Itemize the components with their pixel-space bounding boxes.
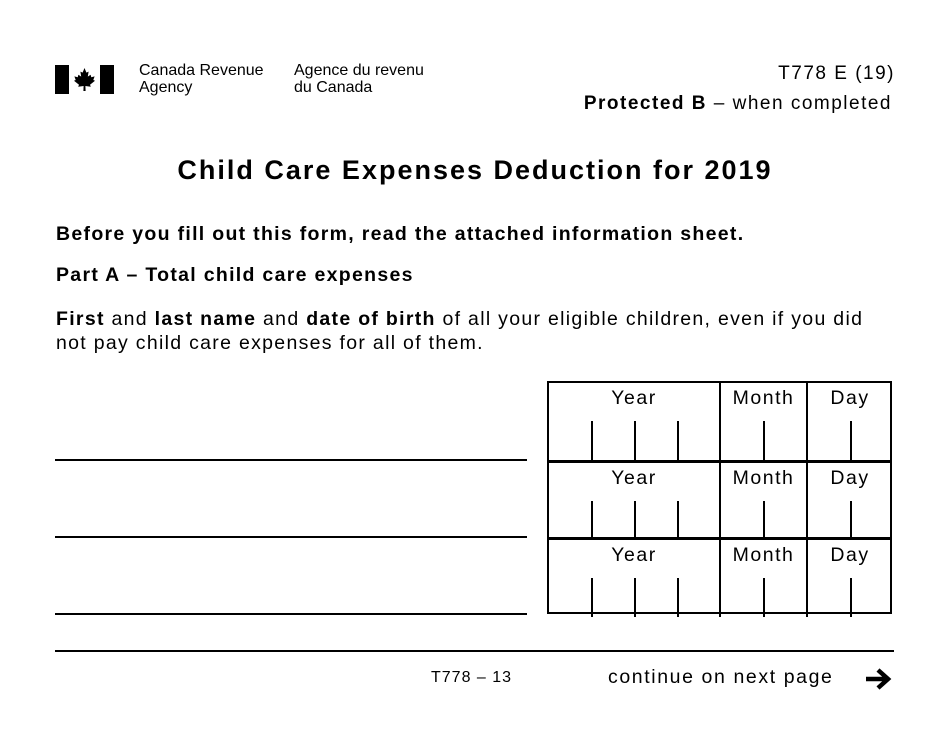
child-name-field-3[interactable] bbox=[55, 613, 527, 615]
dob-row-2 bbox=[549, 460, 890, 540]
continue-text: continue on next page bbox=[608, 666, 834, 688]
dob-day-field[interactable]: Day bbox=[808, 540, 892, 617]
instruction-text: Before you fill out this form, read the attached information sheet. bbox=[56, 223, 745, 245]
footer-divider bbox=[55, 650, 894, 652]
dob-month-field[interactable]: Month bbox=[721, 463, 808, 540]
dob-day-field[interactable]: Day bbox=[808, 463, 892, 540]
child-name-field-2[interactable] bbox=[55, 536, 527, 538]
part-a-intro: First and last name and date of birth of all your eligible children, even if you did not pay child care expenses for all of them. bbox=[56, 308, 864, 354]
part-a-heading: Part A – Total child care expenses bbox=[56, 264, 414, 286]
page-title: Child Care Expenses Deduction for 2019 bbox=[177, 155, 773, 185]
dob-year-field[interactable]: Year bbox=[549, 540, 721, 617]
page-number: T778 – 13 bbox=[431, 669, 513, 686]
protected-b-notice: Protected B – when completed bbox=[583, 93, 892, 114]
date-of-birth-grid bbox=[547, 381, 892, 614]
child-name-field-1[interactable] bbox=[55, 459, 527, 461]
arrow-right-icon bbox=[864, 667, 893, 691]
canada-flag-icon bbox=[55, 65, 114, 94]
dob-year-field[interactable]: Year bbox=[549, 463, 721, 540]
dob-month-field[interactable]: Month bbox=[721, 540, 808, 617]
form-code: T778 E (19) bbox=[778, 63, 895, 84]
dob-month-field[interactable]: Month bbox=[721, 383, 808, 460]
agency-name-french: Agence du revenu du Canada bbox=[294, 62, 424, 96]
dob-year-field[interactable]: Year bbox=[549, 383, 721, 460]
dob-day-field[interactable]: Day bbox=[808, 383, 892, 460]
agency-name-english: Canada Revenue Agency bbox=[139, 62, 264, 96]
dob-row-3 bbox=[549, 537, 890, 617]
dob-row-1 bbox=[549, 383, 890, 460]
